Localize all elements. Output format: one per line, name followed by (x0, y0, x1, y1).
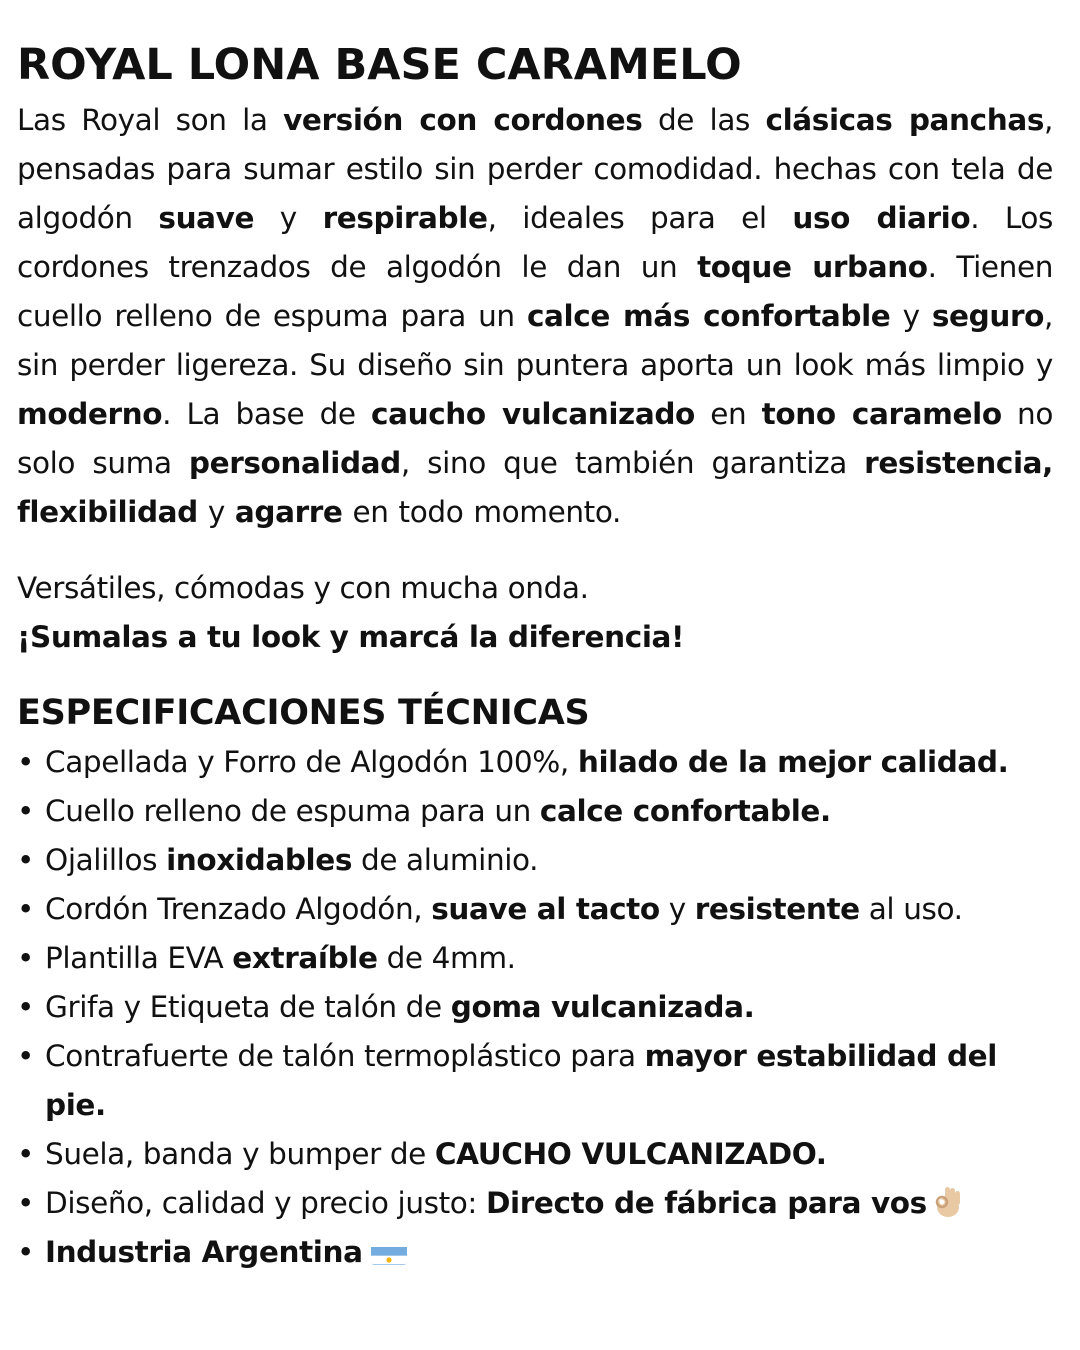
spec-item (17, 934, 1053, 983)
text-run: Grifa y Etiqueta de talón de (45, 990, 451, 1024)
text-run: Contrafuerte de talón termoplástico para (45, 1039, 645, 1073)
bold-text: Industria Argentina (45, 1235, 363, 1269)
text-run: Suela, banda y bumper de (45, 1137, 435, 1171)
text-run: de las (642, 103, 766, 137)
text-run: Capellada y Forro de Algodón 100%, (45, 745, 578, 779)
bold-text: personalidad (188, 446, 401, 480)
text-run: . Tienen cuello relleno de espuma para un (17, 250, 1053, 333)
text-run: y (197, 495, 235, 529)
text-run: . Los cordones trenzados de algodón le dan un (17, 201, 1054, 284)
text-run: Las Royal son la (17, 103, 284, 137)
bold-text: moderno (17, 397, 163, 431)
text-run: no solo suma (17, 397, 1053, 480)
bullet-icon: • (17, 1039, 35, 1073)
spec-item (17, 738, 1053, 787)
spec-item (17, 1228, 1053, 1277)
text-run: Cuello relleno de espuma para un (45, 794, 540, 828)
spec-item (17, 836, 1053, 885)
text-run: , sin perder ligereza. Su diseño sin puntera aporta un look más limpio y (17, 299, 1053, 382)
spec-item (17, 885, 1053, 934)
specs-heading: ESPECIFICACIONES TÉCNICAS (17, 693, 590, 733)
spec-item (17, 1130, 1053, 1179)
bullet-icon: • (17, 941, 35, 975)
bullet-icon: • (17, 892, 35, 926)
bullet-icon: • (17, 990, 35, 1024)
bold-text: caucho vulcanizado (371, 397, 695, 431)
bold-text: goma vulcanizada. (450, 990, 755, 1024)
bold-text: mayor estabilidad del pie. (45, 1039, 997, 1122)
bold-text: suave al tacto (431, 892, 660, 926)
text-run: , sino que también garantiza (400, 446, 865, 480)
text-run: , ideales para el (487, 201, 793, 235)
bold-text: toque urbano (697, 250, 928, 284)
product-description (17, 96, 1053, 537)
spec-item (17, 1179, 1053, 1228)
bold-text: seguro (931, 299, 1044, 333)
specs-list (17, 738, 1053, 1277)
text-run: y (659, 892, 695, 926)
text-run: en todo momento. (342, 495, 621, 529)
bold-text: suave (158, 201, 255, 235)
text-run: de 4mm. (377, 941, 516, 975)
text-run: al uso. (859, 892, 963, 926)
text-run: de aluminio. (352, 843, 539, 877)
closing-text (17, 564, 1053, 662)
argentina-flag-icon (371, 1239, 407, 1265)
bold-text: agarre (234, 495, 343, 529)
bold-text: resistencia, flexibilidad (17, 446, 1053, 529)
bullet-icon: • (17, 1137, 35, 1171)
ok-hand-icon (933, 1185, 963, 1219)
spec-item (17, 787, 1053, 836)
bold-text: CAUCHO VULCANIZADO. (434, 1137, 827, 1171)
call-to-action: ¡Sumalas a tu look y marcá la diferencia! (17, 620, 685, 654)
text-run: y (254, 201, 323, 235)
text-run: Plantilla EVA (45, 941, 233, 975)
bullet-icon: • (17, 1235, 35, 1269)
spec-item (17, 983, 1053, 1032)
text-run: en (694, 397, 762, 431)
bold-text: inoxidables (166, 843, 353, 877)
bold-text: uso diario (792, 201, 971, 235)
text-run: Ojalillos (45, 843, 167, 877)
text-run: , pensadas para sumar estilo sin perder comodidad. hechas con tela de algodón (17, 103, 1053, 235)
bold-text: extraíble (232, 941, 378, 975)
bold-text: versión con cordones (283, 103, 643, 137)
bold-text: calce confortable. (539, 794, 831, 828)
text-run: y (890, 299, 932, 333)
text-run: Diseño, calidad y precio justo: (45, 1186, 486, 1220)
bullet-icon: • (17, 745, 35, 779)
spec-item (17, 1032, 1053, 1130)
bold-text: Directo de fábrica para vos (485, 1186, 927, 1220)
product-title: ROYAL LONA BASE CARAMELO (17, 40, 742, 90)
closing-line: Versátiles, cómodas y con mucha onda. (17, 571, 589, 605)
bold-text: clásicas panchas (765, 103, 1045, 137)
bullet-icon: • (17, 843, 35, 877)
bullet-icon: • (17, 1186, 35, 1220)
text-run: . La base de (162, 397, 372, 431)
bold-text: hilado de la mejor calidad. (577, 745, 1009, 779)
bold-text: respirable (322, 201, 488, 235)
bullet-icon: • (17, 794, 35, 828)
text-run: Cordón Trenzado Algodón, (45, 892, 432, 926)
bold-text: tono caramelo (761, 397, 1002, 431)
bold-text: calce más confortable (526, 299, 891, 333)
bold-text: resistente (694, 892, 860, 926)
